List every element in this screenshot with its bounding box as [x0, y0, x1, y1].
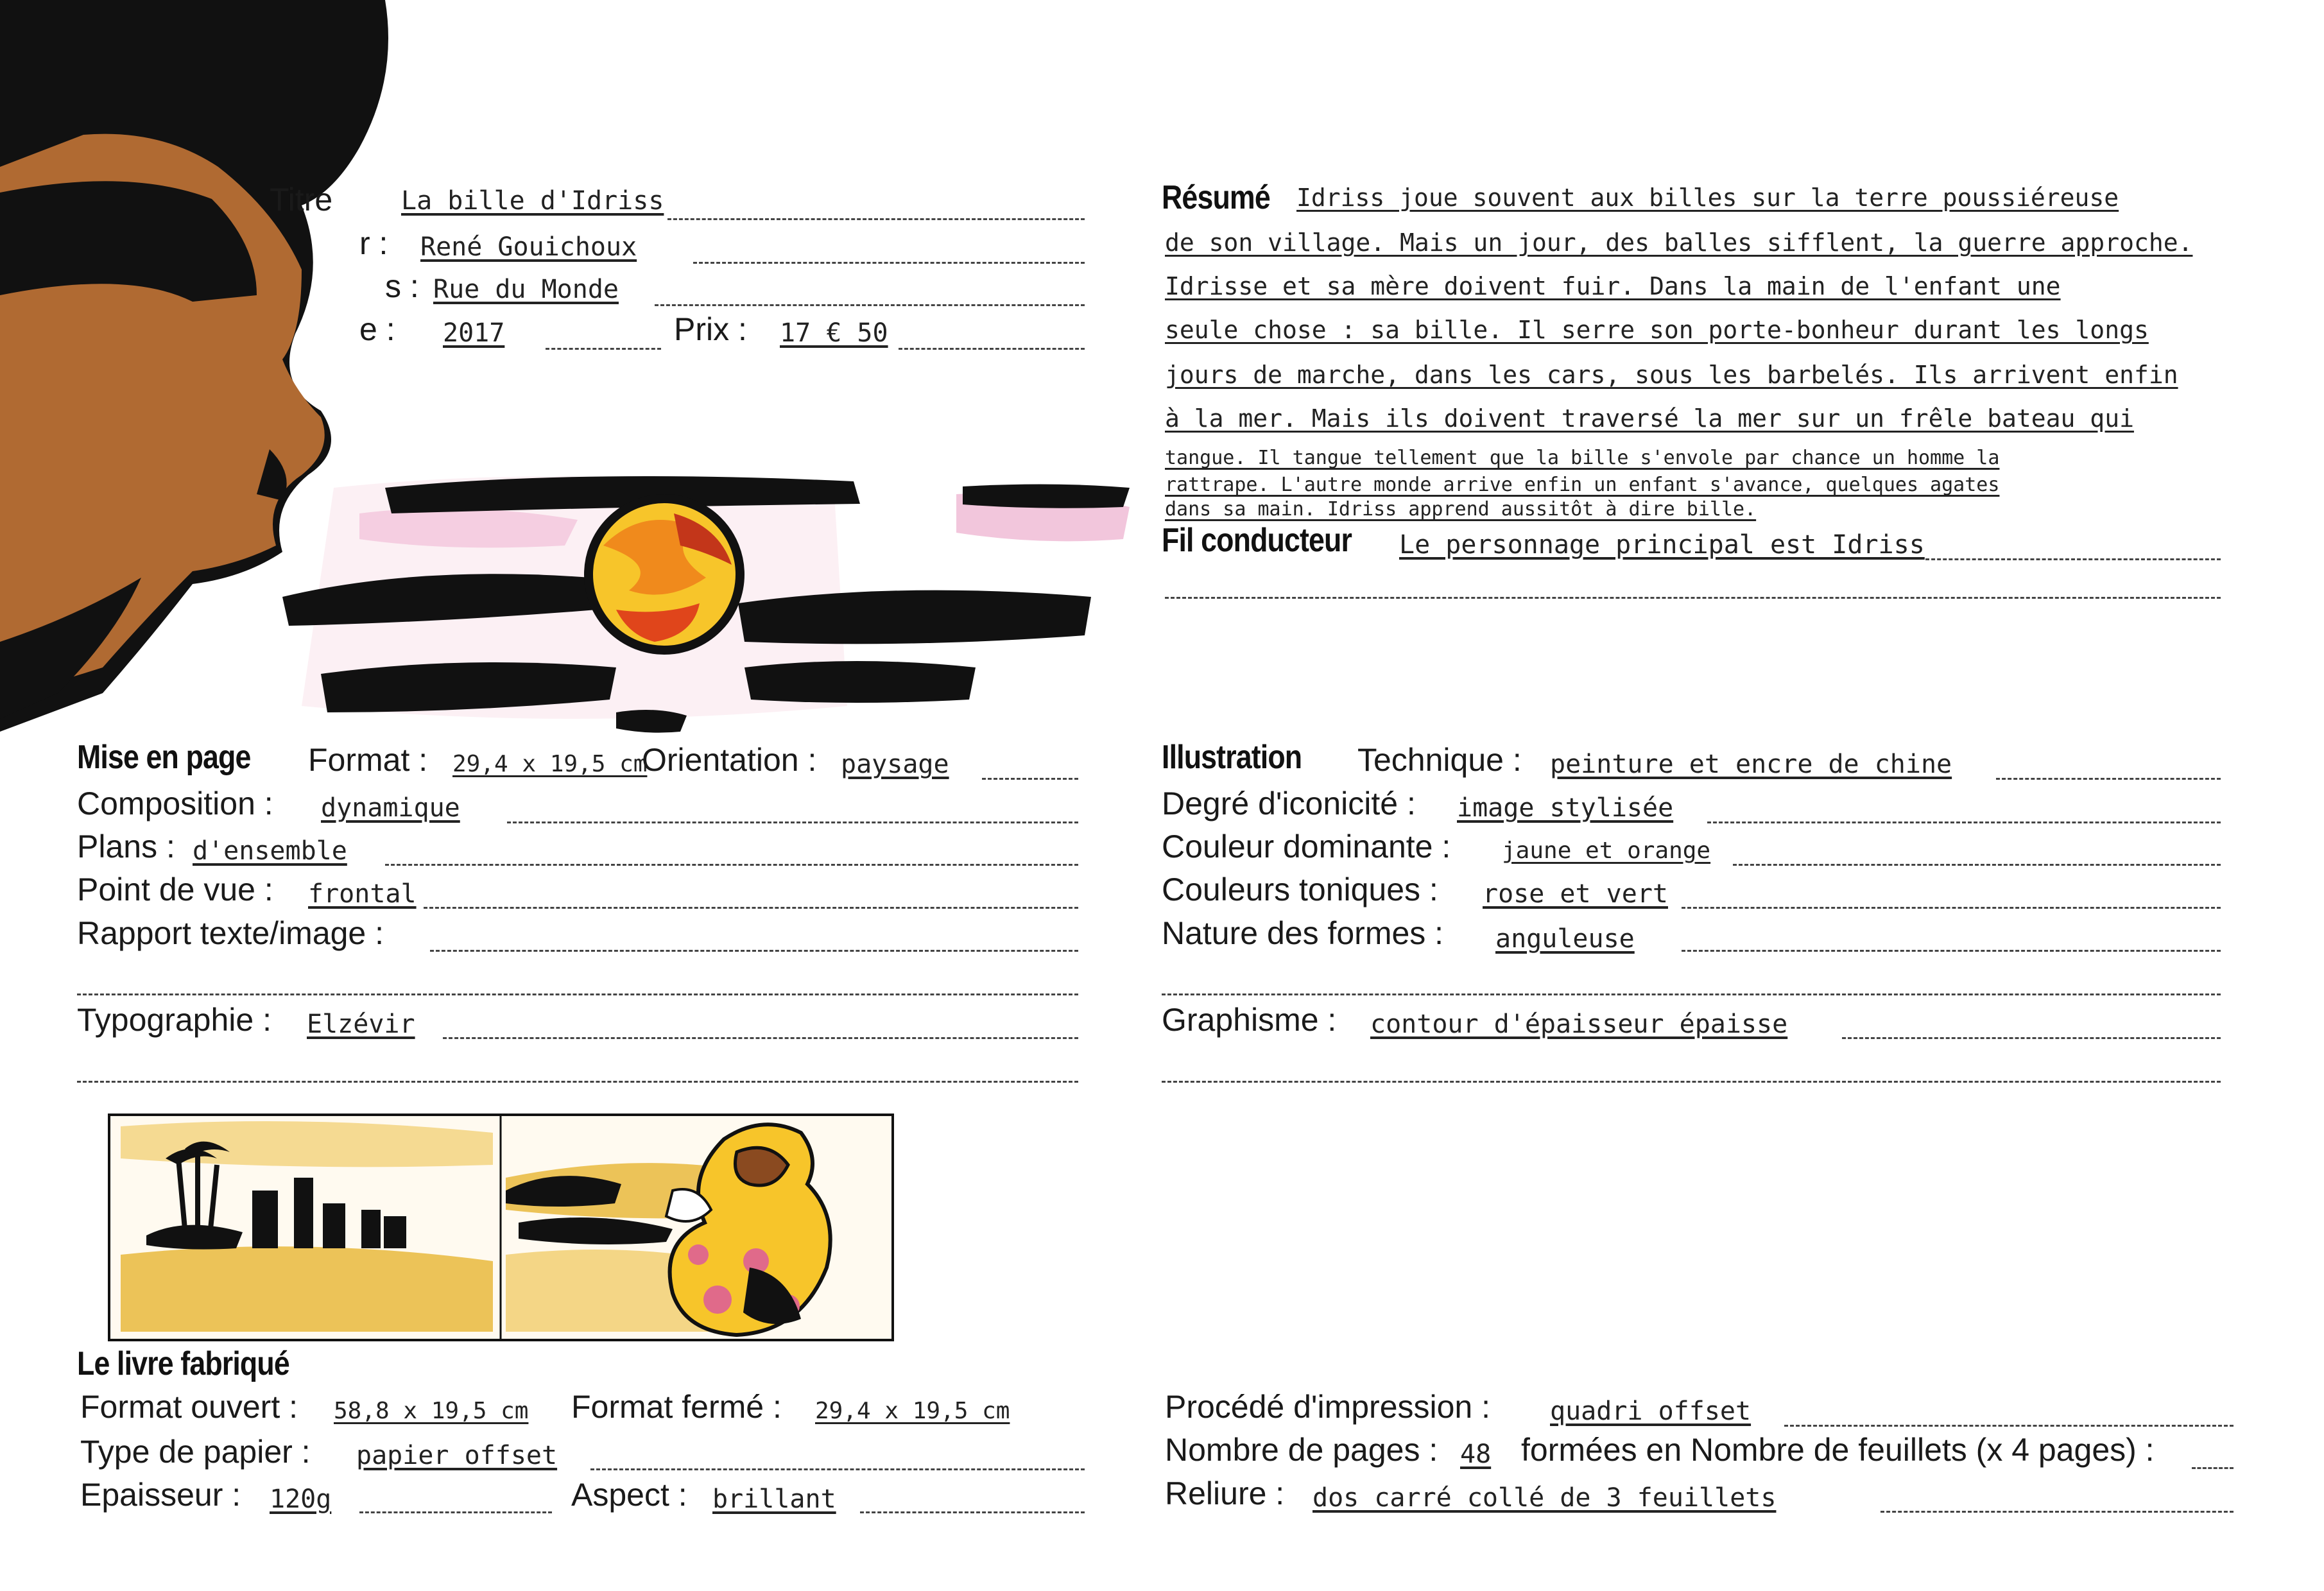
composition-label: Composition : — [77, 786, 273, 821]
annee-value: 2017 — [443, 318, 505, 348]
resume-line: rattrape. L'autre monde arrive enfin un enfant s'avance, quelques agates — [1165, 474, 2000, 496]
aspect-value: brillant — [712, 1484, 836, 1514]
format-value: 29,4 x 19,5 cm — [452, 751, 648, 777]
auteur-label: r : — [359, 225, 388, 261]
toniques-value: rose et vert — [1483, 879, 1668, 909]
prix-line — [899, 348, 1085, 350]
epaisseur-label: Epaisseur : — [80, 1477, 241, 1513]
composition-value: dynamique — [321, 793, 460, 823]
auteur-value: René Gouichoux — [420, 232, 637, 262]
formes-line — [1682, 950, 2221, 952]
epaisseur-line — [359, 1511, 552, 1513]
titre-line — [667, 218, 1085, 220]
annee-line — [546, 348, 661, 350]
resume-line: Idrisse et sa mère doivent fuir. Dans la main de l'enfant une — [1165, 272, 2061, 300]
format-label: Format : — [308, 742, 428, 778]
iconicite-value: image stylisée — [1457, 793, 1674, 823]
procede-line — [1784, 1425, 2234, 1427]
point-de-vue-line — [424, 907, 1078, 909]
prix-label: Prix : — [674, 311, 747, 347]
resume-line: seule chose : sa bille. Il serre son porte-bonheur durant les longs — [1165, 316, 2149, 344]
typographie-line — [443, 1037, 1078, 1039]
reliure-label: Reliure : — [1165, 1475, 1285, 1511]
technique-label: Technique : — [1357, 742, 1522, 778]
iconicite-line — [1707, 821, 2221, 823]
graphisme-label: Graphisme : — [1162, 1002, 1337, 1038]
resume-line: dans sa main. Idriss apprend aussitôt à dire bille. — [1165, 498, 1757, 520]
editions-label: s : — [385, 268, 419, 304]
format-ouvert-label: Format ouvert : — [80, 1389, 298, 1425]
titre-value: La bille d'Idriss — [401, 186, 664, 216]
typographie-value: Elzévir — [307, 1010, 415, 1039]
fil-line — [1925, 558, 2221, 560]
resume-line: jours de marche, dans les cars, sous les barbelés. Ils arrivent enfin — [1165, 361, 2178, 389]
format-ouvert-value: 58,8 x 19,5 cm — [334, 1398, 529, 1424]
formes-label: Nature des formes : — [1162, 915, 1444, 951]
feuillets-line — [2192, 1467, 2234, 1469]
reliure-value: dos carré collé de 3 feuillets — [1313, 1483, 1777, 1513]
resume-heading: Résumé — [1162, 179, 1270, 216]
typographie-line-2 — [77, 1081, 1078, 1083]
titre-label: Titre — [270, 182, 333, 218]
marble-illustration — [589, 499, 740, 650]
technique-value: peinture et encre de chine — [1550, 750, 1952, 779]
pages-value: 48 — [1460, 1440, 1492, 1469]
prix-value: 17 € 50 — [780, 318, 888, 348]
dominante-value: jaune et orange — [1502, 838, 1711, 864]
editions-line — [655, 304, 1085, 306]
point-de-vue-value: frontal — [308, 879, 417, 909]
orientation-label: Orientation : — [642, 742, 817, 778]
pages-label: Nombre de pages : — [1165, 1432, 1438, 1468]
procede-label: Procédé d'impression : — [1165, 1389, 1491, 1425]
orientation-line — [982, 778, 1078, 780]
resume-line: Idriss joue souvent aux billes sur la terre poussiéreuse — [1296, 184, 2119, 212]
point-de-vue-label: Point de vue : — [77, 872, 273, 907]
resume-line: tangue. Il tangue tellement que la bille s'envole par chance un homme la — [1165, 447, 2000, 469]
editions-value: Rue du Monde — [433, 275, 619, 304]
orientation-value: paysage — [841, 750, 949, 779]
dominante-line — [1733, 864, 2221, 866]
rapport-label: Rapport texte/image : — [77, 915, 384, 951]
resume-line: à la mer. Mais ils doivent traversé la mer sur un frêle bateau qui — [1165, 404, 2134, 433]
plans-line — [385, 864, 1078, 866]
fil-line-2 — [1165, 597, 2221, 599]
toniques-label: Couleurs toniques : — [1162, 872, 1438, 907]
fil-heading: Fil conducteur — [1162, 522, 1352, 559]
rapport-line-2 — [77, 993, 1078, 995]
graphisme-value: contour d'épaisseur épaisse — [1370, 1010, 1788, 1039]
papier-label: Type de papier : — [80, 1434, 311, 1470]
epaisseur-value: 120g — [270, 1484, 332, 1514]
feuillets-label: formées en Nombre de feuillets (x 4 pages) : — [1521, 1432, 2155, 1468]
format-ferme-value: 29,4 x 19,5 cm — [815, 1398, 1010, 1424]
formes-value: anguleuse — [1495, 924, 1635, 954]
papier-line — [590, 1468, 1085, 1470]
composition-line — [507, 821, 1078, 823]
spread-illustration — [108, 1114, 894, 1341]
toniques-line — [1682, 907, 2221, 909]
iconicite-label: Degré d'iconicité : — [1162, 786, 1416, 821]
mise-en-page-heading: Mise en page — [77, 739, 251, 776]
resume-line: de son village. Mais un jour, des balles sifflent, la guerre approche. — [1165, 228, 2193, 257]
typographie-label: Typographie : — [77, 1002, 271, 1038]
technique-line — [1996, 778, 2221, 780]
papier-value: papier offset — [356, 1441, 558, 1470]
cover-illustration — [0, 0, 1142, 744]
livre-heading: Le livre fabriqué — [77, 1345, 289, 1382]
plans-value: d'ensemble — [193, 836, 347, 866]
rapport-line — [430, 950, 1078, 952]
aspect-label: Aspect : — [571, 1477, 687, 1513]
graphisme-line-2 — [1162, 1081, 2221, 1083]
plans-label: Plans : — [77, 829, 175, 864]
illustration-heading: Illustration — [1162, 739, 1302, 776]
fil-value: Le personnage principal est Idriss — [1399, 530, 1925, 560]
auteur-line — [693, 262, 1085, 264]
format-ferme-label: Format fermé : — [571, 1389, 782, 1425]
formes-line-2 — [1162, 993, 2221, 995]
reliure-line — [1881, 1511, 2234, 1513]
graphisme-line — [1842, 1037, 2221, 1039]
procede-value: quadri offset — [1550, 1397, 1752, 1426]
dominante-label: Couleur dominante : — [1162, 829, 1451, 864]
aspect-line — [860, 1511, 1085, 1513]
annee-label: e : — [359, 311, 395, 347]
